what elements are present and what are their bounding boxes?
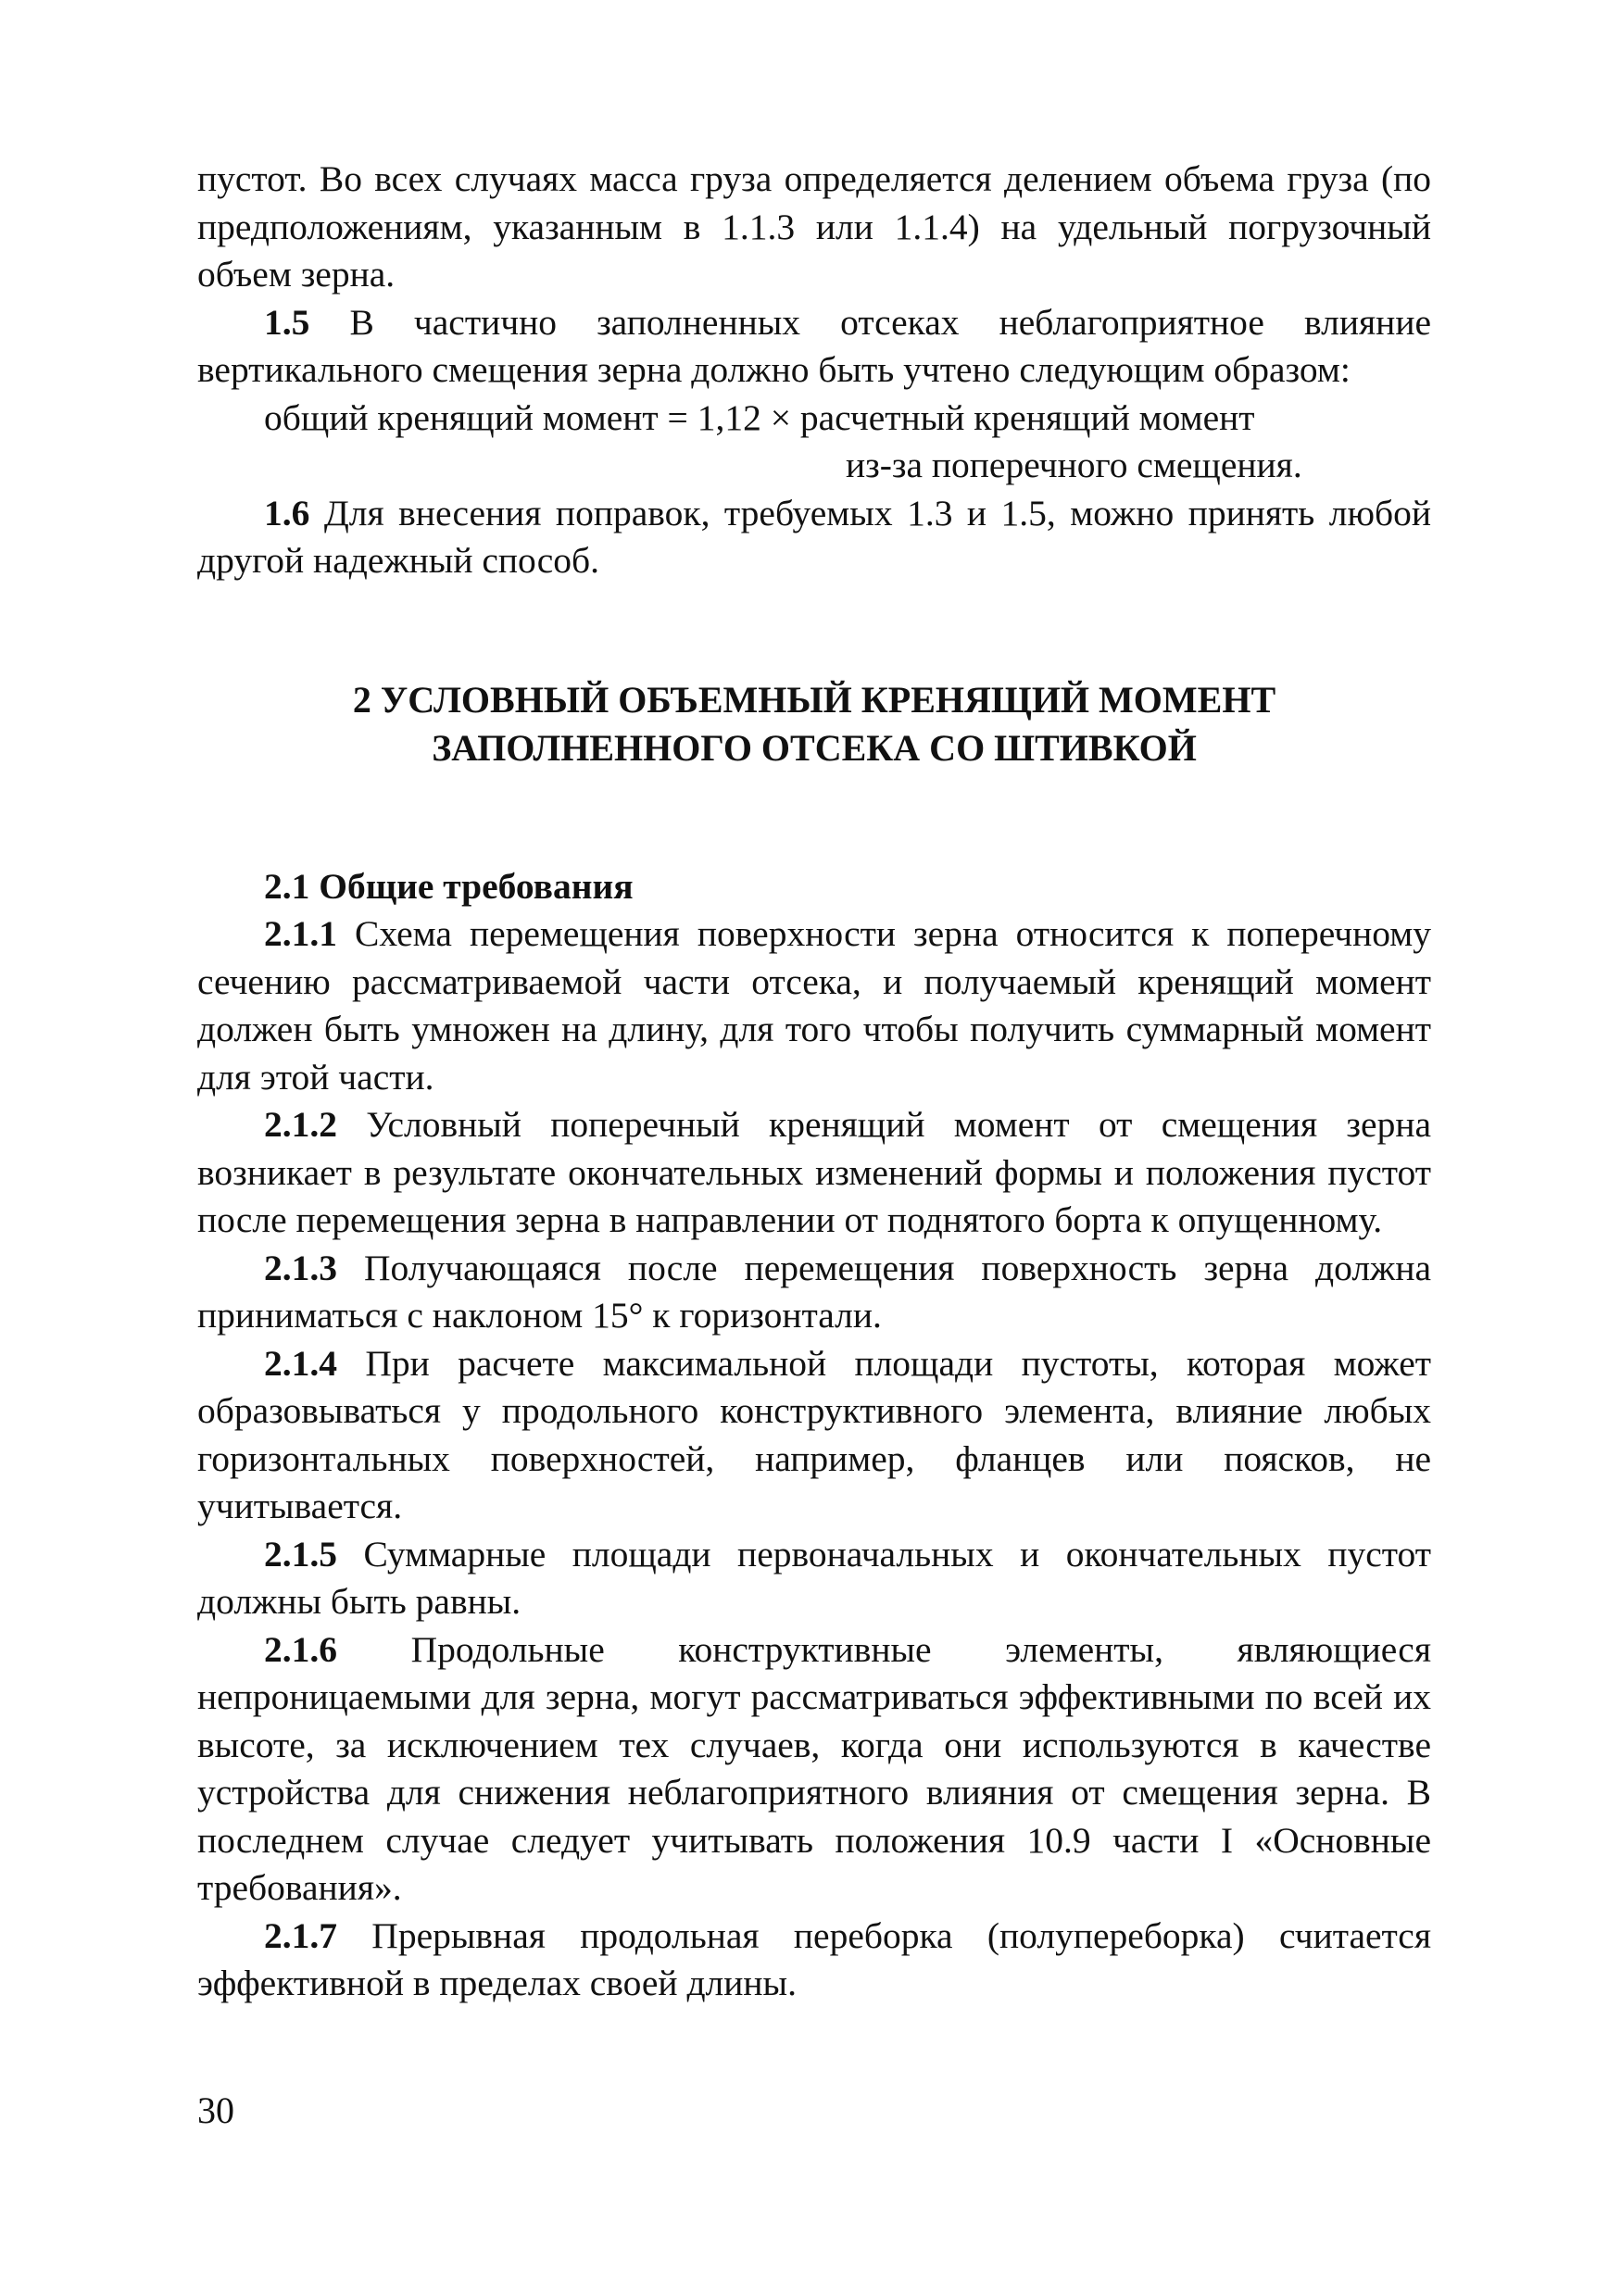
paragraph-2-1-2	[197, 1101, 1431, 1245]
paragraph-1-6	[197, 490, 1431, 585]
clause-number: 2.1.5	[264, 1533, 337, 1575]
clause-number: 2.1.2	[264, 1104, 337, 1145]
document-page	[197, 156, 1431, 2008]
section-heading	[197, 676, 1431, 772]
section-heading-line-1: 2 УСЛОВНЫЙ ОБЪЕМНЫЙ КРЕНЯЩИЙ МОМЕНТ	[352, 678, 1276, 721]
clause-number: 2.1.3	[264, 1247, 337, 1288]
paragraph-text: Для внесения поправок, требуемых 1.3 и 1.5, можно принять любой другой надежный способ.	[197, 492, 1431, 581]
paragraph-text: При расчете максимальной площади пустоты, которая может образовываться у продольного конструктивного элемента, влияние любых горизонтальных поверхностей, например, фланцев или поясков, не учитывается.	[197, 1342, 1431, 1526]
clause-number: 1.5	[264, 301, 310, 343]
paragraph-2-1-1	[197, 910, 1431, 1101]
formula-line-2: из-за поперечного смещения.	[846, 445, 1302, 485]
paragraph-2-1-7	[197, 1913, 1431, 2008]
paragraph-text: Продольные конструктивные элементы, являющиеся непроницаемыми для зерна, могут рассматриваться эффективными по всей их высоте, за исключением тех случаев, когда они используются в качестве устройства для снижения неблагоприятного влияния от смещения зерна. В последнем случае следует учитывать положения 10.9 части I «Основные требования».	[197, 1628, 1431, 1908]
page-number: 30	[197, 2089, 234, 2131]
subsection-heading: 2.1 Общие требования	[264, 865, 634, 907]
paragraph-2-1-6	[197, 1626, 1431, 1913]
clause-number: 2.1.4	[264, 1342, 337, 1384]
paragraph-text: Суммарные площади первоначальных и окончательных пустот должны быть равны.	[197, 1533, 1431, 1622]
paragraph-text: В частично заполненных отсеках неблагоприятное влияние вертикального смещения зерна должно быть учтено следующим образом:	[197, 301, 1431, 390]
clause-number: 2.1.7	[264, 1914, 337, 1956]
paragraph-2-1-5	[197, 1531, 1431, 1626]
paragraph-intro: пустот. Во всех случаях масса груза определяется делением объема груза (по предположениям, указанным в 1.1.3 или 1.1.4) на удельный погрузочный объем зерна.	[197, 158, 1431, 295]
paragraph-2-1-4	[197, 1340, 1431, 1531]
paragraph-text: Прерывная продольная переборка (полупереборка) считается эффективной в пределах своей длины.	[197, 1914, 1431, 2003]
clause-number: 2.1.1	[264, 913, 337, 954]
paragraph-1-5	[197, 299, 1431, 395]
formula-line-1: общий кренящий момент = 1,12 × расчетный кренящий момент	[264, 396, 1255, 438]
paragraph-text: Условный поперечный кренящий момент от смещения зерна возникает в результате окончательных изменений формы и положения пустот после перемещения зерна в направлении от поднятого борта к опущенному.	[197, 1104, 1431, 1240]
paragraph-2-1-3	[197, 1245, 1431, 1340]
paragraph-text: Схема перемещения поверхности зерна относится к поперечному сечению рассматриваемой части отсека, и получаемый кренящий момент должен быть умножен на длину, для того чтобы получить суммарный момент для этой части.	[197, 913, 1431, 1098]
clause-number: 2.1.6	[264, 1628, 337, 1670]
clause-number: 1.6	[264, 492, 310, 533]
section-heading-line-2: ЗАПОЛНЕННОГО ОТСЕКА СО ШТИВКОЙ	[432, 726, 1197, 769]
paragraph-text: Получающаяся после перемещения поверхность зерна должна приниматься с наклоном 15° к горизонтали.	[197, 1247, 1431, 1336]
